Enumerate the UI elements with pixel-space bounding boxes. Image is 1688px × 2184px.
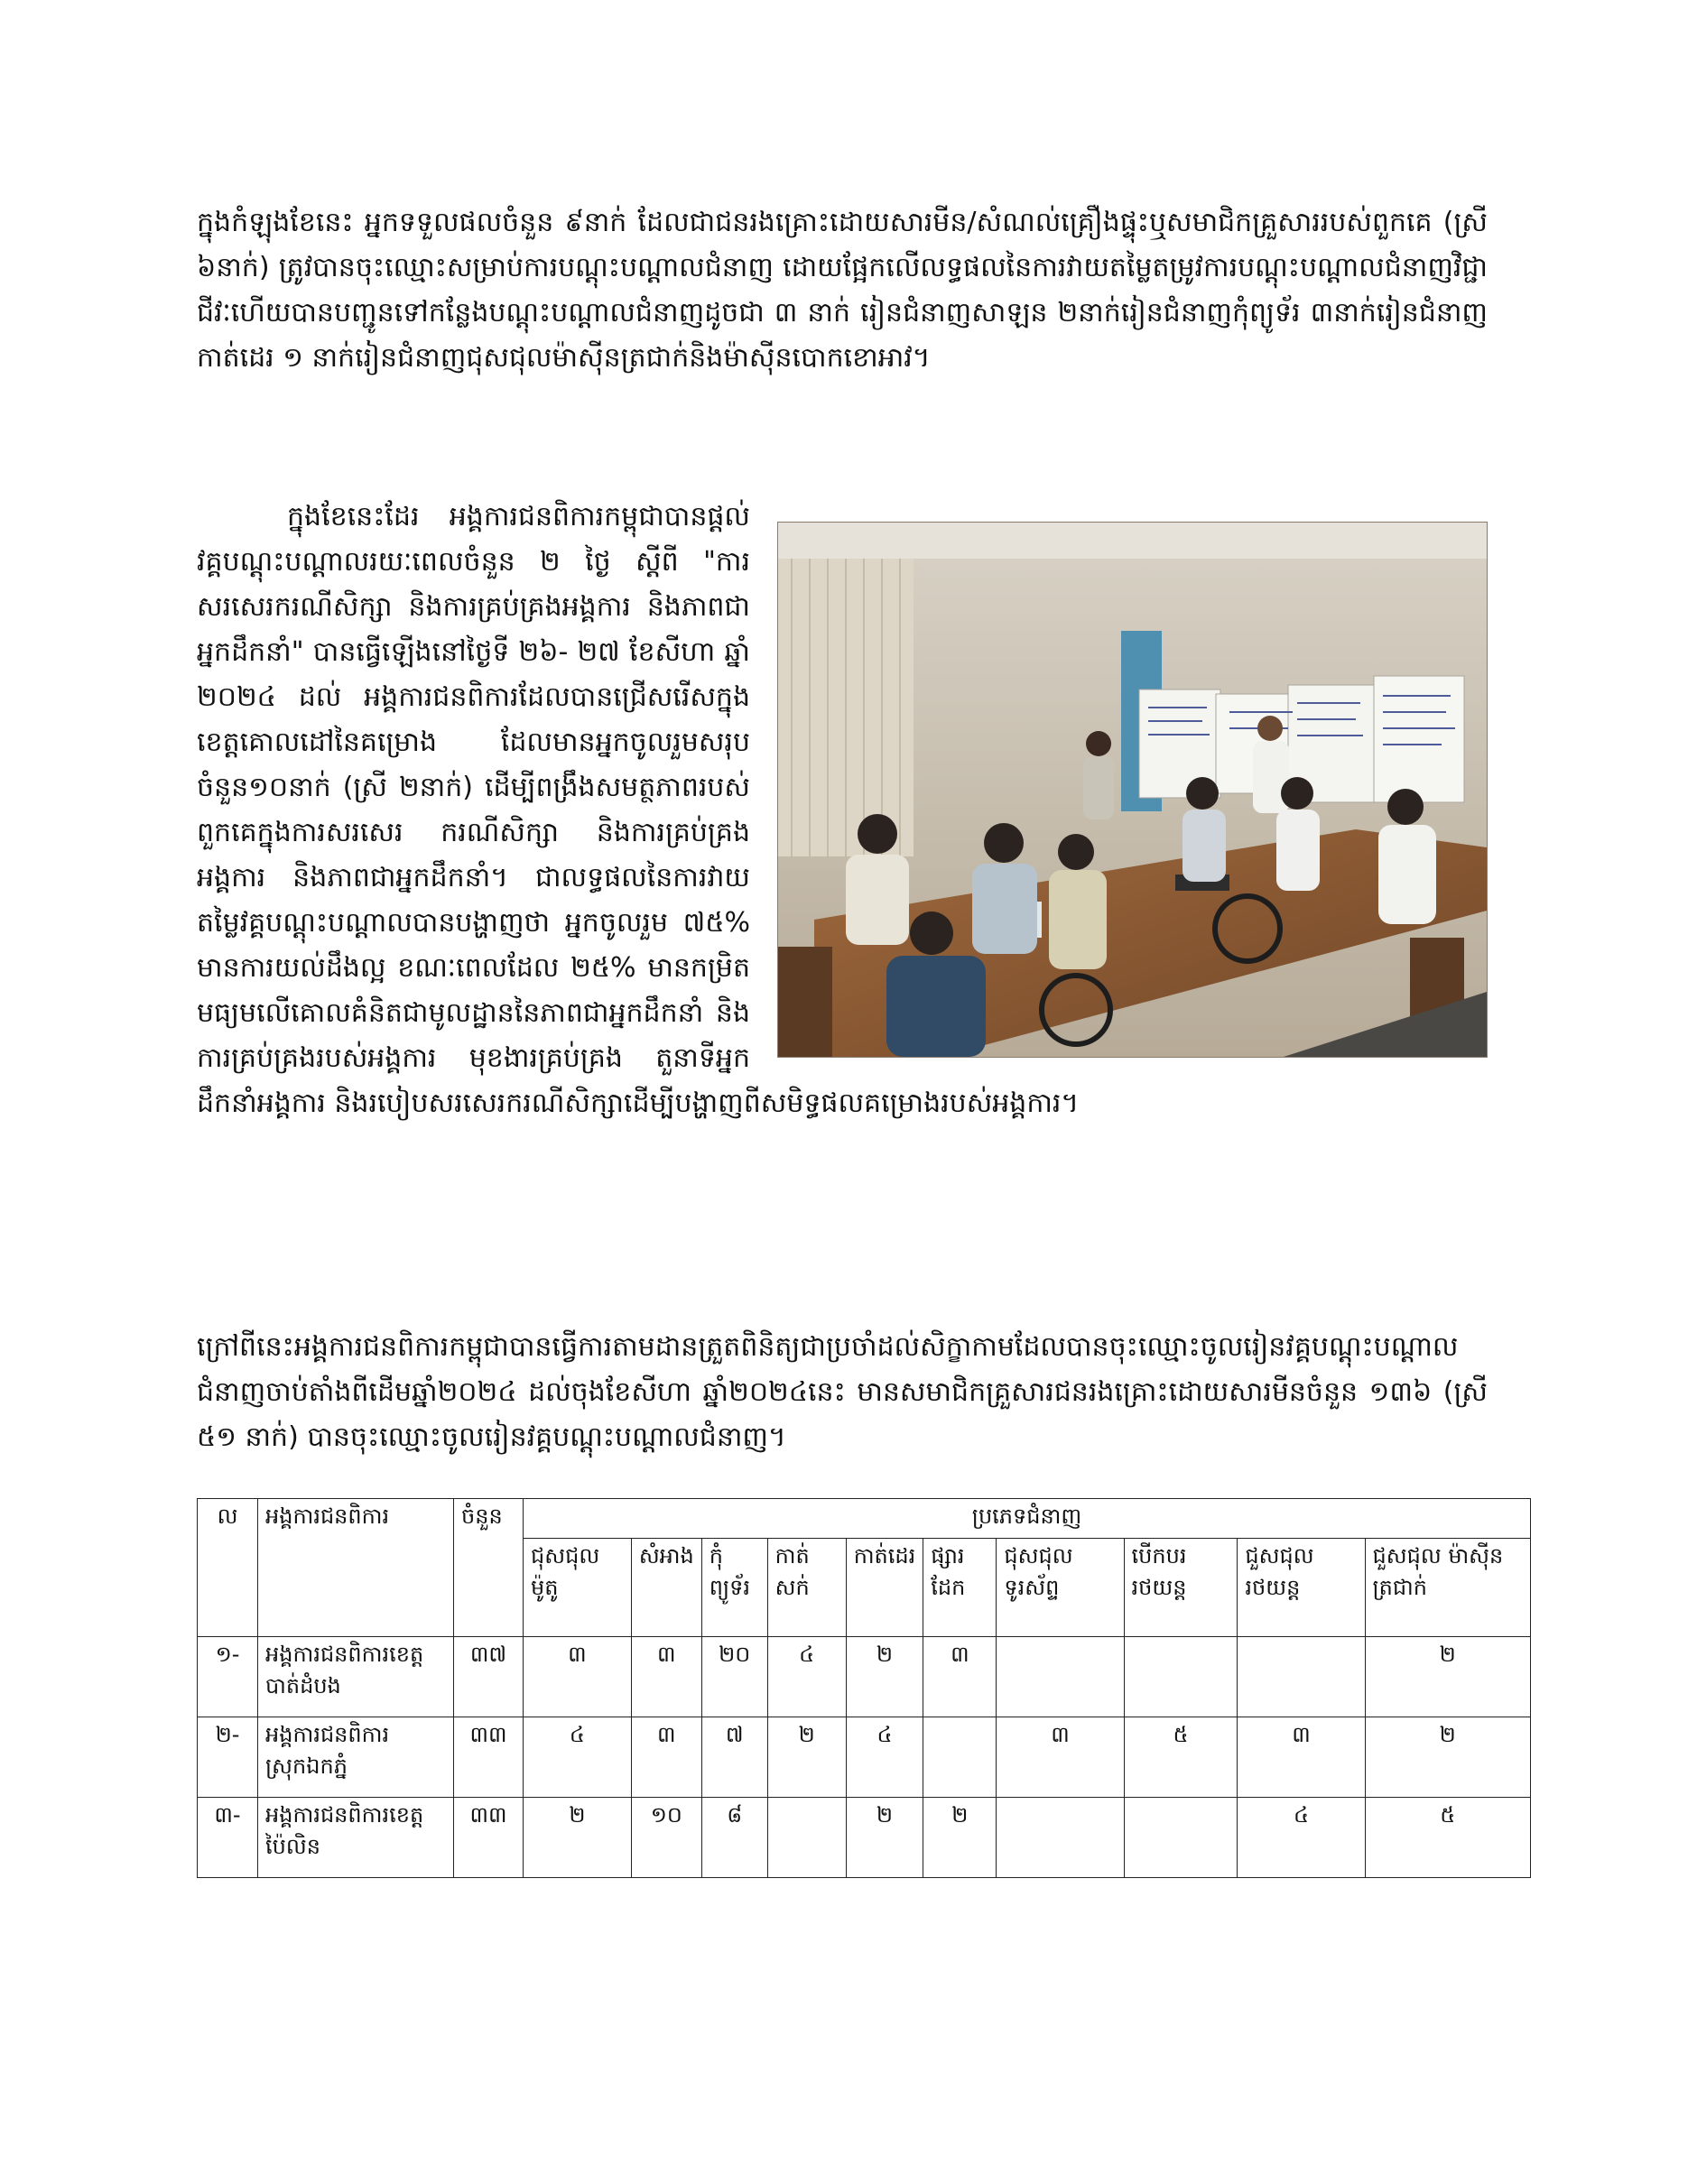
row-organization: អង្គការជនពិការខេត្ត បាត់ដំបង (258, 1637, 454, 1717)
header-skill: ជួសជុល រថយន្ត (1238, 1539, 1365, 1637)
table-cell: ៣ (1238, 1717, 1365, 1798)
header-skill: កាត់ដេរ (846, 1539, 923, 1637)
table-cell: ៥ (1365, 1798, 1530, 1878)
row-count: ៣៧ (454, 1637, 524, 1717)
table-cell: ៤ (524, 1717, 632, 1798)
table-cell: ៥ (1124, 1717, 1238, 1798)
header-skill: កាត់ សក់ (767, 1539, 846, 1637)
table-cell (997, 1798, 1124, 1878)
table-cell: ៣ (524, 1637, 632, 1717)
header-skill: បើកបរ រថយន្ត (1124, 1539, 1238, 1637)
table-cell: ២ (767, 1717, 846, 1798)
table-cell: ៤ (846, 1717, 923, 1798)
row-number: ១- (198, 1637, 258, 1717)
table-cell: ៧ (701, 1717, 767, 1798)
paragraph-enrollment: ក្នុងកំឡុងខែនេះ អ្នកទទួលផលចំនួន ៩នាក់ ដែលជាជនរងគ្រោះដោយសារមីន/សំណល់គ្រឿងផ្ទុះឬសមាជិកគ្រួសាររបស់ពួកគេ (ស្រី ៦នាក់) ត្រូវបានចុះឈ្មោះសម្រាប់ការបណ្តុះបណ្តាលជំនាញ ដោយផ្អែកលើលទ្ធផលនៃការវាយតម្លៃតម្រូវការបណ្តុះបណ្តាលជំនាញវិជ្ជាជីវៈហើយបានបញ្ជូនទៅកន្លែងបណ្តុះបណ្តាលជំនាញដូចជា ៣ នាក់ រៀនជំនាញសាឡន ២នាក់រៀនជំនាញកុំព្យូទ័រ ៣នាក់រៀនជំនាញកាត់ដេរ ១ នាក់រៀនជំនាញជុសជុលម៉ាស៊ីនត្រជាក់និងម៉ាស៊ីនបោកខោអាវ។ (197, 207, 1488, 374)
header-number: ល (198, 1499, 258, 1637)
table-row (198, 1717, 1531, 1798)
table-cell (1238, 1637, 1365, 1717)
skills-table (197, 1498, 1531, 1878)
training-section (197, 495, 1488, 1126)
table-cell: ៣ (631, 1717, 701, 1798)
table-cell: ៤ (1238, 1798, 1365, 1878)
header-organization: អង្គការជនពិការ (258, 1499, 454, 1637)
table-cell (1124, 1637, 1238, 1717)
header-skill: កុំព្យូទ័រ (701, 1539, 767, 1637)
table-cell (997, 1637, 1124, 1717)
table-cell (923, 1717, 997, 1798)
table-cell: ២ (846, 1637, 923, 1717)
table-cell (1124, 1798, 1238, 1878)
table-cell: ១០ (631, 1798, 701, 1878)
header-skill: ជួសជុល ម៉ាស៊ីនត្រជាក់ (1365, 1539, 1530, 1637)
table-cell: ៣ (923, 1637, 997, 1717)
row-count: ៣៣ (454, 1798, 524, 1878)
table-cell: ៤ (767, 1637, 846, 1717)
paragraph-monitoring: ក្រៅពីនេះអង្គការជនពិការកម្ពុជាបានធ្វើការតាមដានត្រួតពិនិត្យជាប្រចាំដល់សិក្ខាកាមដែលបានចុះឈ្មោះចូលរៀនវគ្គបណ្តុះបណ្តាលជំនាញចាប់តាំងពីដើមឆ្នាំ២០២៤ ដល់ចុងខែសីហា ឆ្នាំ២០២៤នេះ មានសមាជិកគ្រួសារជនរងគ្រោះដោយសារមីនចំនួន ១៣៦ (ស្រី ៥១ នាក់) បានចុះឈ្មោះចូលរៀនវគ្គបណ្តុះបណ្តាលជំនាញ។ (197, 1331, 1488, 1453)
table-cell (767, 1798, 846, 1878)
row-organization: អង្គការជនពិការ ស្រុកឯកភ្នំ (258, 1717, 454, 1798)
header-skill-type: ប្រភេទជំនាញ (524, 1499, 1531, 1539)
table-cell: ២ (1365, 1637, 1530, 1717)
table-cell: ២ (846, 1798, 923, 1878)
header-skill: ផ្សារដែក (923, 1539, 997, 1637)
row-organization: អង្គការជនពិការខេត្ត ប៉ៃលិន (258, 1798, 454, 1878)
row-count: ៣៣ (454, 1717, 524, 1798)
header-skill: ជុសជុល ម៉ូតូ (524, 1539, 632, 1637)
table-cell: ២០ (701, 1637, 767, 1717)
table-cell: ២ (923, 1798, 997, 1878)
training-photo (777, 522, 1488, 1058)
row-number: ៣- (198, 1798, 258, 1878)
table-cell: ៣ (631, 1637, 701, 1717)
header-skill: សំអាង (631, 1539, 701, 1637)
table-cell: ២ (524, 1798, 632, 1878)
table-cell: ៣ (997, 1717, 1124, 1798)
training-room-image (778, 523, 1487, 1057)
table-cell: ៨ (701, 1798, 767, 1878)
row-number: ២- (198, 1717, 258, 1798)
header-count: ចំនួន (454, 1499, 524, 1637)
table-row (198, 1637, 1531, 1717)
paragraph-training-text: ក្នុងខែនេះដែរ អង្គការជនពិការកម្ពុជាបានផ្តល់វគ្គបណ្តុះបណ្តាលរយៈពេលចំនួន ២ ថ្ងៃ ស្តីពី "ការសរសេរករណីសិក្សា និងការគ្រប់គ្រងអង្គការ និងភាពជាអ្នកដឹកនាំ" បានធ្វើឡើងនៅថ្ងៃទី ២៦- ២៧ ខែសីហា ឆ្នាំ ២០២៤ ដល់ អង្គការជនពិការដែលបានជ្រើសរើសក្នុងខេត្តគោលដៅនៃគម្រោង ដែលមានអ្នកចូលរួមសរុបចំនួន១០នាក់ (ស្រី ២នាក់) ដើម្បីពង្រឹងសមត្ថភាពរបស់ពួកគេក្នុងការសរសេរ ករណីសិក្សា និងការគ្រប់គ្រងអង្គការ និងភាពជាអ្នកដឹកនាំ។ ជាលទ្ធផលនៃការវាយតម្លៃវគ្គបណ្តុះបណ្តាលបានបង្ហាញថា អ្នកចូលរួម ៧៥% មានការយល់ដឹងល្អ ខណៈពេលដែល ២៥% មានកម្រិតមធ្យមលើគោលគំនិតជាមូលដ្ឋាននៃភាពជាអ្នកដឹកនាំ និងការគ្រប់គ្រងរបស់អង្គការ មុខងារគ្រប់គ្រង តួនាទីអ្នកដឹកនាំអង្គការ និងរបៀបសរសេរករណីសិក្សាដើម្បីបង្ហាញពីសមិទ្ធផលគម្រោងរបស់អង្គការ។ (197, 501, 1080, 1119)
table-row (198, 1798, 1531, 1878)
header-skill: ជុសជុល ទូរស័ព្ទ (997, 1539, 1124, 1637)
table-cell: ២ (1365, 1717, 1530, 1798)
